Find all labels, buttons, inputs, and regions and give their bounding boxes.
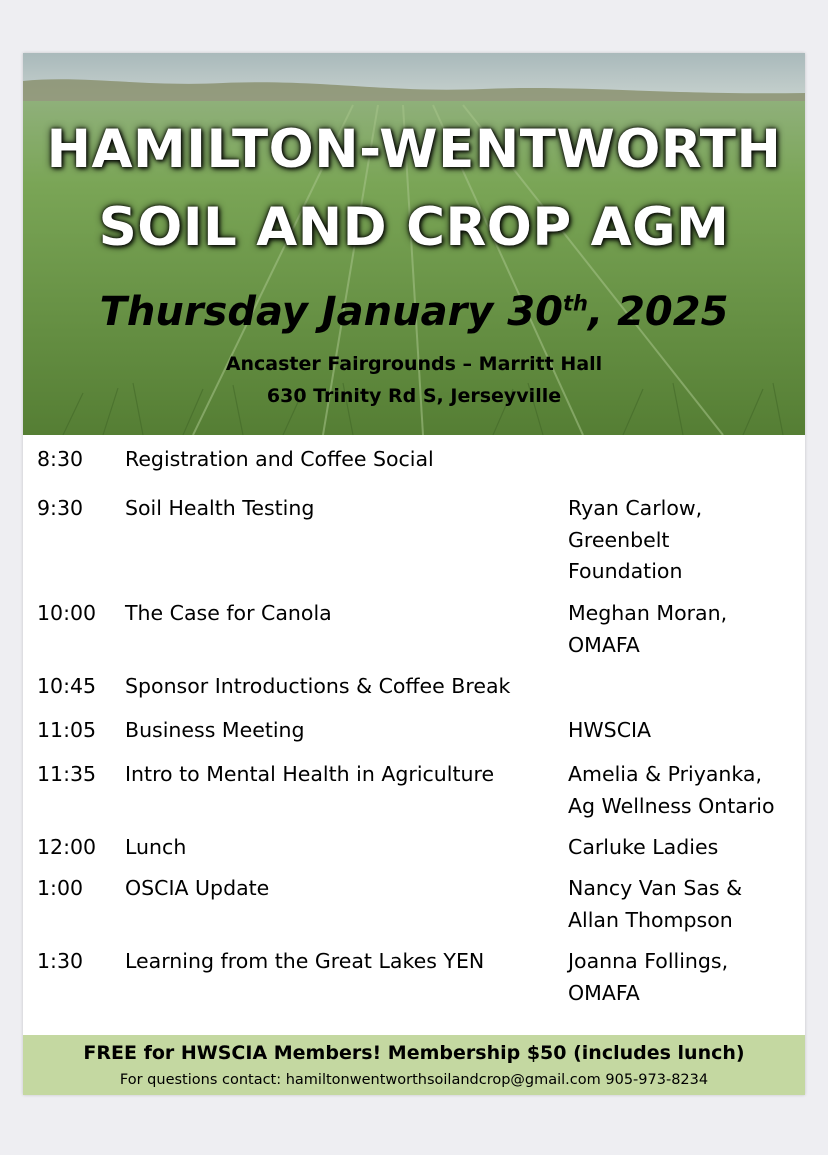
agenda-speaker	[568, 946, 800, 1009]
agenda-item: The Case for Canola	[125, 601, 332, 625]
contact-line: For questions contact: hamiltonwentworthsoilandcrop@gmail.com 905-973-8234	[119, 1072, 709, 1088]
agenda-time: 12:00	[37, 835, 97, 859]
agenda-time: 9:30	[37, 496, 84, 520]
address: 630 Trinity Rd S, Jerseyville	[266, 385, 562, 407]
speaker-line: Nancy Van Sas &	[568, 876, 743, 900]
agenda-speaker	[568, 832, 800, 864]
agenda-time: 11:35	[37, 762, 97, 786]
field-banner	[23, 53, 805, 435]
speaker-line: Ag Wellness Ontario	[568, 793, 775, 818]
agenda-item: OSCIA Update	[125, 876, 270, 900]
speaker-line: Foundation	[568, 559, 683, 583]
speaker-line: Amelia & Priyanka,	[568, 762, 762, 786]
agenda-item: Learning from the Great Lakes YEN	[125, 949, 485, 973]
speaker-line: OMAFA	[568, 632, 640, 657]
agenda-time: 10:45	[37, 674, 97, 698]
agenda-item: Business Meeting	[125, 718, 305, 742]
date-suffix: th	[562, 291, 588, 316]
agenda-item: Lunch	[125, 835, 187, 859]
date-main: Thursday January 30	[99, 289, 563, 335]
title-line-2: SOIL AND CROP AGM	[98, 197, 730, 258]
agenda-time: 10:00	[37, 601, 97, 625]
speaker-line: Carluke Ladies	[568, 835, 719, 859]
agenda-item: Sponsor Introductions & Coffee Break	[125, 674, 511, 698]
event-flyer	[23, 53, 805, 1095]
agenda-speaker	[568, 715, 800, 747]
membership-band	[23, 1035, 805, 1095]
event-date	[23, 289, 805, 335]
speaker-line: Meghan Moran,	[568, 601, 728, 625]
agenda-time: 1:30	[37, 949, 84, 973]
agenda-speaker	[568, 759, 800, 822]
speaker-line: Joanna Follings,	[568, 949, 729, 973]
agenda-speaker	[568, 598, 800, 661]
agenda-speaker	[568, 493, 800, 588]
speaker-line: Allan Thompson	[568, 907, 733, 932]
agenda-speaker	[568, 873, 800, 936]
speaker-line: OMAFA	[568, 980, 640, 1005]
agenda-item: Intro to Mental Health in Agriculture	[125, 762, 495, 786]
membership-note: FREE for HWSCIA Members! Membership $50 (includes lunch)	[83, 1042, 745, 1064]
speaker-line: Greenbelt	[568, 527, 670, 552]
date-year: , 2025	[587, 289, 729, 335]
agenda-item: Registration and Coffee Social	[125, 447, 434, 471]
speaker-line: HWSCIA	[568, 718, 652, 742]
agenda-item: Soil Health Testing	[125, 496, 315, 520]
agenda-time: 11:05	[37, 718, 97, 742]
agenda-time: 1:00	[37, 876, 84, 900]
title-line-1: HAMILTON-WENTWORTH	[46, 119, 782, 180]
venue: Ancaster Fairgrounds – Marritt Hall	[225, 353, 603, 375]
agenda-time: 8:30	[37, 447, 84, 471]
speaker-line: Ryan Carlow,	[568, 496, 703, 520]
